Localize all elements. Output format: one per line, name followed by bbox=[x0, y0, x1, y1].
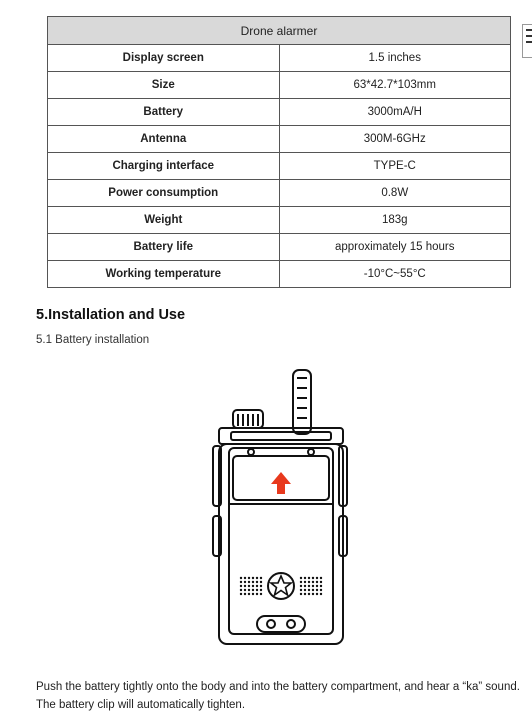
section-title: 5.Installation and Use bbox=[36, 307, 186, 323]
row-label: Charging interface bbox=[48, 153, 280, 180]
table-header: Drone alarmer bbox=[48, 17, 511, 45]
caption-line-1: Push the battery tightly onto the body and into the battery compartment, and hear a “ka” sound. bbox=[36, 681, 520, 693]
row-label: Size bbox=[48, 72, 280, 99]
row-value: 300M-6GHz bbox=[279, 126, 511, 153]
row-value: TYPE-C bbox=[279, 153, 511, 180]
antenna-shape bbox=[293, 370, 311, 434]
caption-line-2: The battery clip will automatically tighten. bbox=[36, 699, 246, 711]
table-row bbox=[48, 207, 511, 234]
page-edge-tab bbox=[522, 24, 532, 58]
row-label: Antenna bbox=[48, 126, 280, 153]
row-label: Power consumption bbox=[48, 180, 280, 207]
row-value: 0.8W bbox=[279, 180, 511, 207]
table-row bbox=[48, 261, 511, 288]
table-row bbox=[48, 126, 511, 153]
battery-installation-figure bbox=[205, 366, 355, 661]
row-value: 63*42.7*103mm bbox=[279, 72, 511, 99]
row-value: 183g bbox=[279, 207, 511, 234]
table-row bbox=[48, 72, 511, 99]
subsection-title: 5.1 Battery installation bbox=[36, 334, 150, 346]
row-label: Working temperature bbox=[48, 261, 280, 288]
caption bbox=[36, 678, 526, 714]
table-row bbox=[48, 45, 511, 72]
table-row bbox=[48, 153, 511, 180]
table-row bbox=[48, 99, 511, 126]
row-value: 1.5 inches bbox=[279, 45, 511, 72]
row-label: Display screen bbox=[48, 45, 280, 72]
arrow-up-icon bbox=[271, 472, 291, 494]
table-header-row bbox=[48, 17, 511, 45]
row-value: 3000mA/H bbox=[279, 99, 511, 126]
row-label: Weight bbox=[48, 207, 280, 234]
row-value: approximately 15 hours bbox=[279, 234, 511, 261]
table-row bbox=[48, 180, 511, 207]
row-value: -10°C~55°C bbox=[279, 261, 511, 288]
spec-table bbox=[47, 16, 511, 288]
row-label: Battery life bbox=[48, 234, 280, 261]
row-label: Battery bbox=[48, 99, 280, 126]
table-row bbox=[48, 234, 511, 261]
battery-installation-illustration-icon bbox=[205, 366, 355, 656]
star-logo-icon bbox=[268, 573, 294, 599]
